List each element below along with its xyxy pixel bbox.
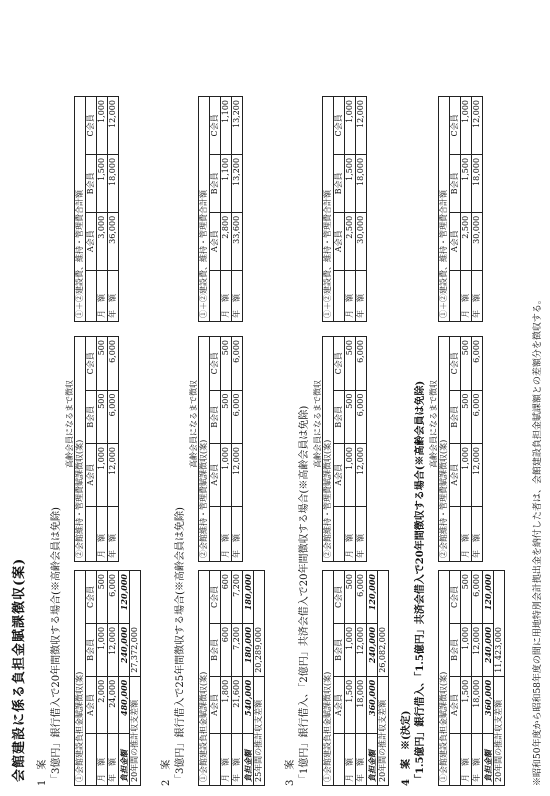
table-cell: 500 xyxy=(221,337,232,391)
row-label: 月 額 xyxy=(345,506,356,561)
corner-cell xyxy=(86,270,97,321)
table-cell: 480,000 xyxy=(119,676,130,733)
table-row xyxy=(494,571,505,786)
column-header: A会員 xyxy=(210,676,221,733)
table-cell: 600 xyxy=(221,623,232,676)
row-label: 年 額 xyxy=(472,734,483,786)
sub-note: 高齢会員になるまで徴収 xyxy=(313,380,322,468)
row-label: 年 額 xyxy=(232,734,243,786)
table-row xyxy=(119,571,130,786)
table-cell: 18,000 xyxy=(356,676,367,733)
footnote: ※昭和50年度から昭和58年度の間に用地特別会計拠出金を納付した者は、会館建設負担金賦課額との差額分を徴収する。 xyxy=(533,295,543,786)
table-cell: 12,000 xyxy=(108,443,119,506)
table-title: ①会館建設負担金賦課徴収(案) xyxy=(75,571,86,786)
plan-condition: 「3億円」銀行借入で20年間徴収する場合(※高齢会員は免除) xyxy=(51,507,62,784)
table-row xyxy=(97,337,108,562)
table-row xyxy=(356,571,367,786)
table-cell: 1,000 xyxy=(461,443,472,506)
column-header: A会員 xyxy=(334,212,345,270)
table-row xyxy=(232,337,243,562)
table-cell: 1,100 xyxy=(221,154,232,212)
table-cell: 7,200 xyxy=(232,571,243,624)
table-cell: 6,000 xyxy=(108,390,119,443)
table-title: ①会館建設負担金賦課徴収(案) xyxy=(323,571,334,786)
corner-cell xyxy=(334,506,345,561)
corner-cell xyxy=(210,734,221,786)
table-cell: 12,000 xyxy=(232,443,243,506)
column-header: B会員 xyxy=(210,390,221,443)
maintenance-fee-table xyxy=(74,336,119,562)
table-header-row xyxy=(323,571,334,786)
table-cell: 12,000 xyxy=(472,623,483,676)
table-cell: 6,000 xyxy=(472,571,483,624)
table-row xyxy=(232,571,243,786)
column-header: B会員 xyxy=(86,390,97,443)
plan-number: 3 案 xyxy=(285,759,296,786)
table-cell: 6,000 xyxy=(356,337,367,391)
table-cell: 1,000 xyxy=(461,623,472,676)
table-cell: 18,000 xyxy=(356,154,367,212)
column-header-row xyxy=(86,97,97,322)
table-cell: 500 xyxy=(345,571,356,624)
plan-heading xyxy=(400,46,414,786)
row-label: 負担金額 xyxy=(119,734,130,786)
table-row xyxy=(221,337,232,562)
table-title: ①＋②建設費、維持・管理費合計額 xyxy=(75,97,86,322)
table-header-row xyxy=(75,571,86,786)
row-label: 年 額 xyxy=(232,506,243,561)
corner-cell xyxy=(450,506,461,561)
column-header-row xyxy=(86,571,97,786)
table-cell: 12,000 xyxy=(356,97,367,155)
corner-cell xyxy=(86,734,97,786)
row-label: 月 額 xyxy=(221,734,232,786)
table-row xyxy=(461,97,472,322)
sub-note: 高齢会員になるまで徴収 xyxy=(189,380,198,468)
table-cell: 12,000 xyxy=(356,443,367,506)
table-row xyxy=(345,97,356,322)
table-row xyxy=(345,571,356,786)
table-row xyxy=(97,97,108,322)
column-header: A会員 xyxy=(210,212,221,270)
table-cell: 12,000 xyxy=(108,623,119,676)
table-cell: 12,000 xyxy=(472,443,483,506)
table-cell: 30,000 xyxy=(472,212,483,270)
table-row xyxy=(461,337,472,562)
table-cell: 240,000 xyxy=(483,623,494,676)
table-cell: 1,100 xyxy=(221,97,232,155)
table-title: ②会館維持・管理費賦課徴収(案) xyxy=(439,337,450,562)
table-header-row xyxy=(199,571,210,786)
table-cell: 500 xyxy=(461,571,472,624)
table-cell: 240,000 xyxy=(367,623,378,676)
column-header: A会員 xyxy=(86,676,97,733)
table-row xyxy=(243,571,254,786)
column-header: A会員 xyxy=(86,212,97,270)
column-header: A会員 xyxy=(210,443,221,506)
table-cell: 20,289,000 xyxy=(254,571,265,677)
table-row xyxy=(130,571,141,786)
table-title: ①会館建設負担金賦課徴収(案) xyxy=(439,571,450,786)
table-title: ①＋②建設費、維持・管理費合計額 xyxy=(439,97,450,322)
corner-cell xyxy=(210,506,221,561)
table-cell: 18,000 xyxy=(472,154,483,212)
column-header: B会員 xyxy=(334,154,345,212)
row-label: 年 額 xyxy=(356,270,367,321)
row-label: 月 額 xyxy=(221,506,232,561)
row-label: 負担金額 xyxy=(243,734,254,786)
table-header-row xyxy=(323,337,334,562)
document-title: 会館建設に係る負担金賦課徴収(案) xyxy=(12,557,27,782)
table-row xyxy=(367,571,378,786)
table-row xyxy=(254,571,265,786)
table-row xyxy=(472,571,483,786)
table-cell: 6,000 xyxy=(472,390,483,443)
corner-cell xyxy=(334,734,345,786)
table-row xyxy=(108,571,119,786)
combined-total-table xyxy=(438,96,483,322)
construction-burden-table xyxy=(438,570,505,786)
table-cell: 2,800 xyxy=(221,212,232,270)
combined-total-table xyxy=(74,96,119,322)
maintenance-fee-table xyxy=(438,336,483,562)
corner-cell xyxy=(86,506,97,561)
column-header: A会員 xyxy=(334,676,345,733)
table-cell: 1,000 xyxy=(345,623,356,676)
plan-decision-mark: ※(決定) xyxy=(401,710,412,750)
column-header-row xyxy=(450,571,461,786)
table-header-row xyxy=(439,337,450,562)
table-row xyxy=(483,571,494,786)
plan-condition: 「3億円」銀行借入で25年間徴収する場合(※高齢会員は免除) xyxy=(175,507,186,784)
table-cell: 2,500 xyxy=(345,212,356,270)
table-cell: 500 xyxy=(97,571,108,624)
table-cell: 500 xyxy=(97,337,108,391)
table-cell: 1,800 xyxy=(221,676,232,733)
table-cell: 11,423,000 xyxy=(494,571,505,677)
column-header: B会員 xyxy=(210,623,221,676)
table-title: ①会館建設負担金賦課徴収(案) xyxy=(199,571,210,786)
plan-number: 2 案 xyxy=(161,759,172,786)
row-label: 月 額 xyxy=(345,734,356,786)
table-cell: 1,500 xyxy=(461,676,472,733)
table-cell: 33,600 xyxy=(232,212,243,270)
table-cell: 360,000 xyxy=(367,676,378,733)
table-cell: 500 xyxy=(97,390,108,443)
construction-burden-table xyxy=(198,570,265,786)
row-label: 月 額 xyxy=(221,270,232,321)
column-header-row xyxy=(210,571,221,786)
table-cell: 180,000 xyxy=(243,623,254,676)
table-row xyxy=(221,571,232,786)
table-cell: 3,000 xyxy=(97,212,108,270)
column-header-row xyxy=(210,337,221,562)
row-label: 年 額 xyxy=(472,506,483,561)
maintenance-fee-table xyxy=(198,336,243,562)
table-cell: 24,000 xyxy=(108,676,119,733)
row-label: 月 額 xyxy=(345,270,356,321)
table-title: ②会館維持・管理費賦課徴収(案) xyxy=(323,337,334,562)
table-cell: 500 xyxy=(345,337,356,391)
column-header: A会員 xyxy=(450,212,461,270)
column-header: B会員 xyxy=(86,623,97,676)
column-header: C会員 xyxy=(334,571,345,624)
plan-condition: 「1.5億円」銀行借入、「1.5億円」共済会借入で20年間徴収する場合(※高齢会員は免除) xyxy=(415,380,426,784)
table-cell: 500 xyxy=(461,337,472,391)
table-row xyxy=(108,97,119,322)
combined-total-table xyxy=(198,96,243,322)
row-label: 月 額 xyxy=(461,506,472,561)
table-cell: 13,200 xyxy=(232,97,243,155)
table-cell: 1,000 xyxy=(97,443,108,506)
row-label: 20年間の推計収支差額 xyxy=(378,676,389,785)
plan-1 xyxy=(36,46,151,786)
plan-2 xyxy=(160,46,275,786)
table-cell: 21,600 xyxy=(232,676,243,733)
row-label: 負担金額 xyxy=(483,734,494,786)
table-row xyxy=(108,337,119,562)
table-cell: 540,000 xyxy=(243,676,254,733)
column-header: C会員 xyxy=(210,571,221,624)
table-cell: 360,000 xyxy=(483,676,494,733)
table-cell: 12,000 xyxy=(472,97,483,155)
combined-total-table xyxy=(322,96,367,322)
table-cell: 1,500 xyxy=(345,676,356,733)
table-cell: 2,000 xyxy=(97,676,108,733)
table-row xyxy=(472,97,483,322)
table-cell: 120,000 xyxy=(367,571,378,624)
column-header: B会員 xyxy=(450,623,461,676)
plan-heading xyxy=(36,46,50,786)
table-row xyxy=(378,571,389,786)
column-header: C会員 xyxy=(450,97,461,155)
plan-heading xyxy=(284,46,298,786)
column-header: A会員 xyxy=(334,443,345,506)
column-header: C会員 xyxy=(450,571,461,624)
table-row xyxy=(356,337,367,562)
table-cell: 6,000 xyxy=(232,390,243,443)
column-header: C会員 xyxy=(86,571,97,624)
table-title: ②会館維持・管理費賦課徴収(案) xyxy=(199,337,210,562)
table-row xyxy=(221,97,232,322)
column-header: A会員 xyxy=(86,443,97,506)
table-cell: 7,200 xyxy=(232,623,243,676)
table-cell: 240,000 xyxy=(119,623,130,676)
table-cell: 1,500 xyxy=(97,154,108,212)
column-header: C会員 xyxy=(210,97,221,155)
table-cell: 6,000 xyxy=(108,337,119,391)
table-cell: 18,000 xyxy=(108,154,119,212)
row-label: 負担金額 xyxy=(367,734,378,786)
plan-heading xyxy=(160,46,174,786)
corner-cell xyxy=(450,734,461,786)
table-header-row xyxy=(75,97,86,322)
table-row xyxy=(356,97,367,322)
column-header-row xyxy=(334,97,345,322)
table-row xyxy=(472,337,483,562)
table-cell: 1,000 xyxy=(345,97,356,155)
construction-burden-table xyxy=(74,570,141,786)
table-cell: 6,000 xyxy=(356,571,367,624)
row-label: 25年間の推計収支差額 xyxy=(254,676,265,785)
table-cell: 12,000 xyxy=(108,97,119,155)
table-cell: 500 xyxy=(345,390,356,443)
column-header: B会員 xyxy=(450,390,461,443)
row-label: 20年間の推計収支差額 xyxy=(494,676,505,785)
table-header-row xyxy=(439,571,450,786)
column-header: B会員 xyxy=(86,154,97,212)
sub-note: 高齢会員になるまで徴収 xyxy=(65,380,74,468)
table-cell: 6,000 xyxy=(356,390,367,443)
column-header: B会員 xyxy=(450,154,461,212)
corner-cell xyxy=(210,270,221,321)
column-header-row xyxy=(450,97,461,322)
corner-cell xyxy=(334,270,345,321)
column-header: B会員 xyxy=(210,154,221,212)
table-cell: 600 xyxy=(221,571,232,624)
table-cell: 18,000 xyxy=(472,676,483,733)
table-cell: 2,500 xyxy=(461,212,472,270)
column-header: B会員 xyxy=(334,623,345,676)
table-cell: 13,200 xyxy=(232,154,243,212)
table-title: ①＋②建設費、維持・管理費合計額 xyxy=(199,97,210,322)
row-label: 月 額 xyxy=(97,506,108,561)
table-cell: 1,000 xyxy=(221,443,232,506)
column-header: B会員 xyxy=(334,390,345,443)
table-cell: 1,000 xyxy=(97,623,108,676)
row-label: 年 額 xyxy=(232,270,243,321)
table-cell: 500 xyxy=(461,390,472,443)
row-label: 年 額 xyxy=(356,734,367,786)
table-cell: 1,500 xyxy=(345,154,356,212)
row-label: 年 額 xyxy=(108,270,119,321)
table-header-row xyxy=(323,97,334,322)
plan-4 xyxy=(400,46,515,786)
row-label: 年 額 xyxy=(108,734,119,786)
row-label: 月 額 xyxy=(97,734,108,786)
plan-number: 4 案 xyxy=(401,759,412,786)
column-header: A会員 xyxy=(450,676,461,733)
table-cell: 6,000 xyxy=(108,571,119,624)
table-row xyxy=(97,571,108,786)
table-cell: 6,000 xyxy=(232,337,243,391)
table-title: ①＋②建設費、維持・管理費合計額 xyxy=(323,97,334,322)
row-label: 年 額 xyxy=(356,506,367,561)
table-header-row xyxy=(199,337,210,562)
table-cell: 36,000 xyxy=(108,212,119,270)
table-cell: 12,000 xyxy=(356,623,367,676)
table-cell: 30,000 xyxy=(356,212,367,270)
table-cell: 1,000 xyxy=(461,97,472,155)
sub-note: 高齢会員になるまで徴収 xyxy=(429,380,438,468)
table-row xyxy=(345,337,356,562)
table-cell: 180,000 xyxy=(243,571,254,624)
table-cell: 26,082,000 xyxy=(378,571,389,677)
plan-condition: 「1億円」銀行借入、「2億円」共済会借入で20年間徴収する場合(※高齢会員は免除) xyxy=(299,405,310,784)
column-header-row xyxy=(210,97,221,322)
maintenance-fee-table xyxy=(322,336,367,562)
table-header-row xyxy=(199,97,210,322)
column-header: C会員 xyxy=(450,337,461,391)
table-cell: 500 xyxy=(221,390,232,443)
table-header-row xyxy=(75,337,86,562)
row-label: 月 額 xyxy=(97,270,108,321)
plan-3 xyxy=(284,46,399,786)
table-cell: 6,000 xyxy=(472,337,483,391)
column-header: C会員 xyxy=(86,97,97,155)
plan-number: 1 案 xyxy=(37,759,48,786)
table-title: ②会館維持・管理費賦課徴収(案) xyxy=(75,337,86,562)
column-header-row xyxy=(86,337,97,562)
table-header-row xyxy=(439,97,450,322)
table-cell: 120,000 xyxy=(483,571,494,624)
column-header: A会員 xyxy=(450,443,461,506)
table-cell: 27,372,000 xyxy=(130,571,141,677)
construction-burden-table xyxy=(322,570,389,786)
table-cell: 1,500 xyxy=(461,154,472,212)
row-label: 年 額 xyxy=(108,506,119,561)
table-row xyxy=(461,571,472,786)
row-label: 20年間の推計収支差額 xyxy=(130,676,141,785)
column-header: C会員 xyxy=(210,337,221,391)
row-label: 年 額 xyxy=(472,270,483,321)
corner-cell xyxy=(450,270,461,321)
column-header: C会員 xyxy=(86,337,97,391)
column-header: C会員 xyxy=(334,337,345,391)
table-cell: 1,000 xyxy=(345,443,356,506)
column-header-row xyxy=(334,337,345,562)
table-row xyxy=(232,97,243,322)
row-label: 月 額 xyxy=(461,734,472,786)
column-header: C会員 xyxy=(334,97,345,155)
table-cell: 120,000 xyxy=(119,571,130,624)
table-cell: 1,000 xyxy=(97,97,108,155)
column-header-row xyxy=(334,571,345,786)
column-header-row xyxy=(450,337,461,562)
row-label: 月 額 xyxy=(461,270,472,321)
